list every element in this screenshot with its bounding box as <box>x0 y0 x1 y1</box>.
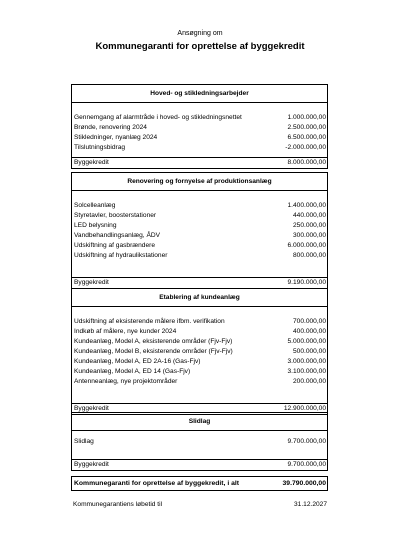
grand-total <box>71 476 328 491</box>
line-item-label: Kundeanlæg, Model A, eksisterende områder (Fjv-Fjv) <box>74 338 233 345</box>
line-item <box>72 347 327 357</box>
grand-total-row <box>72 477 327 490</box>
section-heading: Etablering af kundeanlæg <box>72 289 327 307</box>
section-total-value: 8.000.000,00 <box>287 159 326 166</box>
line-item-label: Styretavler, boosterstationer <box>74 212 157 219</box>
section-heading: Renovering og fornyelse af produktionsanlæg <box>72 173 327 191</box>
section-total-label: Byggekredit <box>74 159 109 166</box>
line-item-label: Solcelleanlæg <box>74 202 116 209</box>
section-total-label: Byggekredit <box>74 461 109 468</box>
line-item-value: 5.000.000,00 <box>287 338 326 345</box>
line-item-value: 250.000,00 <box>292 222 326 229</box>
section-total-label: Byggekredit <box>74 279 109 286</box>
guarantee-period-row <box>71 500 328 510</box>
line-item-label: Gennemgang af alarmtråde i hoved- og stikledningsnettet <box>74 114 242 121</box>
section-total-value: 9.700.000,00 <box>287 461 326 468</box>
guarantee-period <box>71 500 328 510</box>
line-item <box>72 437 327 447</box>
section-box <box>71 412 328 471</box>
line-item-label: Stikledninger, nyanlæg 2024 <box>74 134 158 141</box>
line-item <box>72 317 327 327</box>
line-item-value: 700.000,00 <box>292 318 326 325</box>
document-title: Kommunegaranti for oprettelse af byggekredit <box>95 41 305 52</box>
line-item <box>72 327 327 337</box>
grand-total-label: Kommunegaranti for oprettelse af byggekredit, i alt <box>74 480 240 487</box>
document-header <box>0 30 400 52</box>
document-subtitle: Ansøgning om <box>177 30 223 37</box>
line-item-label: Kundeanlæg, Model A, ED 14 (Gas-Fjv) <box>74 368 191 375</box>
line-item <box>72 133 327 143</box>
line-item <box>72 231 327 241</box>
section-hoved-og-stikledning <box>71 84 328 169</box>
line-item-label: Udskiftning af gasbrændere <box>74 242 156 249</box>
line-item-value: 300.000,00 <box>292 232 326 239</box>
line-item <box>72 201 327 211</box>
line-item <box>72 241 327 251</box>
line-item <box>72 357 327 367</box>
line-item <box>72 367 327 377</box>
section-box <box>71 172 328 289</box>
line-item <box>72 113 327 123</box>
section-box <box>71 84 328 169</box>
guarantee-period-label: Kommunegarantiens løbetid til <box>73 501 163 508</box>
line-item-label: Antenneanlæg, nye projektområder <box>74 378 178 385</box>
grand-total-value: 39.790.000,00 <box>282 480 326 487</box>
section-total-value: 12.900.000,00 <box>283 405 326 412</box>
line-item-label: Brønde, renovering 2024 <box>74 124 147 131</box>
section-kundeanlaeg <box>71 288 328 415</box>
line-item-value: 3.000.000,00 <box>287 358 326 365</box>
line-item-label: Kundeanlæg, Model B, eksisterende områder (Fjv-Fjv) <box>74 348 233 355</box>
line-item <box>72 377 327 387</box>
line-item-label: Tilslutningsbidrag <box>74 144 126 151</box>
line-item <box>72 143 327 153</box>
guarantee-period-value: 31.12.2027 <box>293 501 327 508</box>
section-total-row <box>72 157 327 168</box>
section-box <box>71 288 328 415</box>
line-item-value: 1.000.000,00 <box>287 114 326 121</box>
line-item-value: -2.000.000,00 <box>285 144 326 151</box>
line-item <box>72 251 327 261</box>
line-item <box>72 337 327 347</box>
line-item-value: 500.000,00 <box>292 348 326 355</box>
line-item <box>72 123 327 133</box>
line-item <box>72 211 327 221</box>
line-item-value: 2.500.000,00 <box>287 124 326 131</box>
line-item-value: 3.100.000,00 <box>287 368 326 375</box>
line-item-label: Udskiftning af hydraulikstationer <box>74 252 168 259</box>
line-item-value: 440.000,00 <box>292 212 326 219</box>
section-produktionsanlaeg <box>71 172 328 289</box>
line-item-label: Vandbehandlingsanlæg, ÅDV <box>74 232 161 239</box>
line-item-value: 400.000,00 <box>292 328 326 335</box>
line-item-label: Udskiftning af eksisterende målere ifbm. verifikation <box>74 318 225 325</box>
line-item-value: 6.000.000,00 <box>287 242 326 249</box>
section-total-label: Byggekredit <box>74 405 109 412</box>
section-total-row <box>72 277 327 288</box>
section-total-value: 9.190.000,00 <box>287 279 326 286</box>
line-item-value: 6.500.000,00 <box>287 134 326 141</box>
line-item-value: 800.000,00 <box>292 252 326 259</box>
section-total-row <box>72 459 327 470</box>
section-heading: Slidlag <box>72 413 327 431</box>
line-item-label: LED belysning <box>74 222 117 229</box>
grand-total-box <box>71 476 328 491</box>
line-item-label: Indkøb af målere, nye kunder 2024 <box>74 328 177 335</box>
line-item-label: Slidlag <box>74 438 94 445</box>
line-item-value: 1.400.000,00 <box>287 202 326 209</box>
line-item-label: Kundeanlæg, Model A, ED 2A-16 (Gas-Fjv) <box>74 358 201 365</box>
line-item <box>72 221 327 231</box>
section-heading: Hoved- og stikledningsarbejder <box>72 85 327 103</box>
line-item-value: 200.000,00 <box>292 378 326 385</box>
line-item-value: 9.700.000,00 <box>287 438 326 445</box>
section-slidlag <box>71 412 328 471</box>
